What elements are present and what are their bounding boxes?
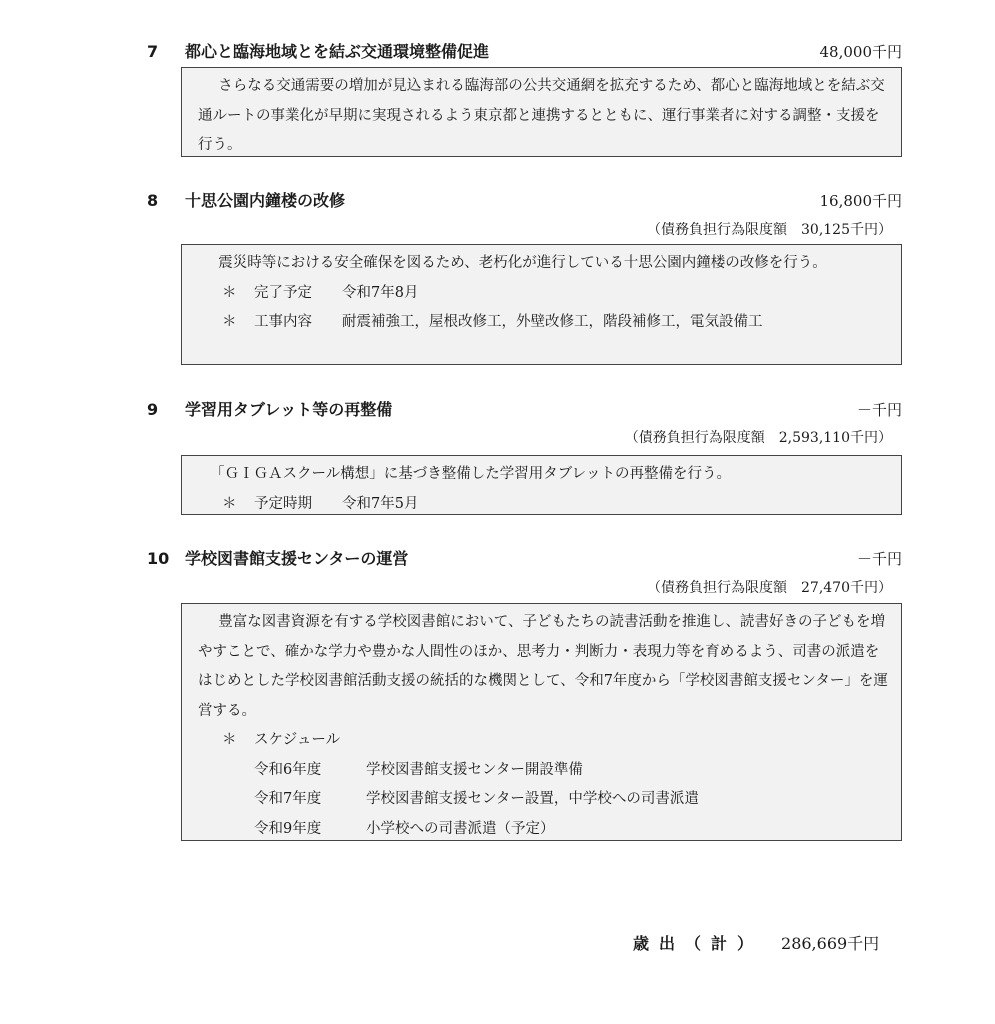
section-title: 学習用タブレット等の再整備 <box>185 400 393 419</box>
expenditure-total <box>633 932 879 956</box>
asterisk-icon: ＊ <box>222 732 237 748</box>
section-amount: －千円 <box>856 550 902 568</box>
note-value: 令和7年5月 <box>342 495 419 512</box>
schedule-text: 小学校への司書派遣（予定） <box>366 820 555 837</box>
section-body: 豊富な図書資源を有する学校図書館において、子どもたちの読書活動を推進し、読書好きの子どもを増やすことで、確かな学力や豊かな人間性のほか、思考力・判断力・表現力等を育めるよう、司書の派遣をはじめとした学校図書館活動支援の統括的な機関として、令和7年度から「学校図書館支援センター」を運営する。 <box>198 614 888 719</box>
section-8-heading <box>147 190 902 212</box>
section-body: さらなる交通需要の増加が見込まれる臨海部の公共交通網を拡充するため、都心と臨海地域とを結ぶ交通ルートの事業化が早期に実現されるよう東京都と連携するとともに、運行事業者に対する調整・支援を行う。 <box>198 78 885 153</box>
schedule-year: 令和9年度 <box>254 820 322 837</box>
asterisk-icon: ＊ <box>222 284 237 301</box>
section-body: 震災時等における安全確保を図るため、老朽化が進行している十思公園内鐘楼の改修を行う。 <box>218 255 827 271</box>
note-line <box>210 490 889 520</box>
total-amount: 286,669千円 <box>781 934 880 953</box>
section-number: 7 <box>147 42 159 61</box>
section-amount: 48,000千円 <box>819 43 902 61</box>
section-7-box <box>181 67 902 157</box>
schedule-row <box>198 815 889 845</box>
debt-limit: （債務負担行為限度額 2,593,110千円） <box>624 430 892 446</box>
schedule-row <box>198 756 889 786</box>
section-number: 9 <box>147 400 159 419</box>
schedule-row <box>198 785 889 815</box>
schedule-text: 学校図書館支援センター開設準備 <box>366 761 583 778</box>
note-line <box>198 279 889 309</box>
section-number: 10 <box>147 549 170 568</box>
schedule-year: 令和6年度 <box>254 761 322 778</box>
section-amount: 16,800千円 <box>819 192 902 210</box>
section-number: 8 <box>147 191 159 210</box>
section-title: 都心と臨海地域とを結ぶ交通環境整備促進 <box>185 42 490 61</box>
section-10-heading <box>147 548 902 570</box>
section-body: 「ＧＩＧＡスクール構想」に基づき整備した学習用タブレットの再整備を行う。 <box>210 466 731 482</box>
schedule-title: スケジュール <box>254 732 341 748</box>
total-label: 歳出（計） <box>633 934 764 953</box>
section-9-box <box>181 455 902 515</box>
note-label: 予定時期 <box>254 495 312 512</box>
schedule-text: 学校図書館支援センター設置，中学校への司書派遣 <box>366 791 699 807</box>
section-9-heading <box>147 399 902 421</box>
debt-limit: （債務負担行為限度額 30,125千円） <box>647 222 892 238</box>
section-7-heading <box>147 41 902 63</box>
section-title: 十思公園内鐘楼の改修 <box>185 191 346 210</box>
note-label: 工事内容 <box>254 314 312 330</box>
section-8-box <box>181 244 902 365</box>
section-title: 学校図書館支援センターの運営 <box>185 549 409 568</box>
section-amount: －千円 <box>856 401 902 419</box>
note-value: 耐震補強工，屋根改修工，外壁改修工，階段補修工，電気設備工 <box>342 314 763 330</box>
asterisk-icon: ＊ <box>222 495 237 512</box>
note-label: 完了予定 <box>254 284 312 301</box>
note-line <box>198 308 889 338</box>
note-value: 令和7年8月 <box>342 284 419 301</box>
asterisk-icon: ＊ <box>222 314 237 330</box>
section-10-box <box>181 603 902 841</box>
schedule-heading <box>198 726 889 756</box>
debt-limit: （債務負担行為限度額 27,470千円） <box>647 580 892 596</box>
schedule-year: 令和7年度 <box>254 791 322 807</box>
